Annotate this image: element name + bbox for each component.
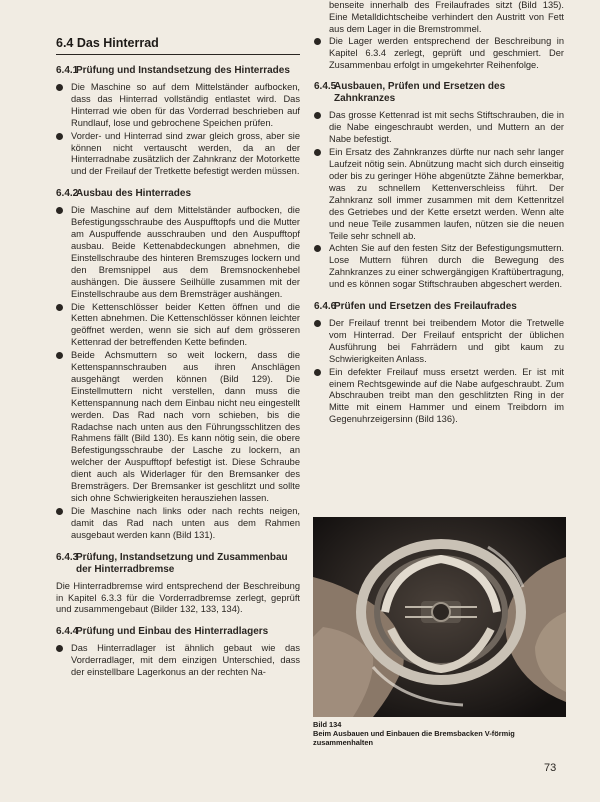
figure-caption-text: Beim Ausbauen und Einbauen die Bremsbacken V-förmig zusammenhalten — [313, 729, 515, 747]
figure-photo-brake-shoes — [313, 517, 566, 717]
bullet-item: Das grosse Kettenrad ist mit sechs Stiftschrauben, die in die Nabe eingeschraubt werden, und Muttern an der Nabe befestigt. — [314, 110, 564, 146]
bullet-icon — [56, 304, 63, 311]
subsection-number: 6.4.6 — [314, 301, 337, 313]
bullet-item: Die Maschine auf dem Mittelständer aufbocken, die Befestigungsschraube des Auspufftopfs und die Mutter am Auspuffende ausschrauben und den Auspufftopf ausbau. Beide Kettenabdeckungen abnehmen, die Einstellschraube des hinteren Bremszuges lockern und den Bremsnippel aus dem Bremsnockenhebel aushängen. Die äussere Seilhülle zusammen mit der Einstellschraube aus dem Bremsträger aushängen. — [56, 205, 300, 300]
bullet-icon — [56, 207, 63, 214]
bullet-item: Die Lager werden entsprechend der Beschreibung in Kapitel 6.3.4 zerlegt, geprüft und geschmiert. Der Zusammenbau erfolgt in umgekehrter Reihenfolge. — [314, 36, 564, 72]
bullet-icon — [56, 133, 63, 140]
bullet-icon — [314, 149, 321, 156]
bullet-icon — [56, 84, 63, 91]
bullet-icon — [56, 508, 63, 515]
bullet-item: Der Freilauf trennt bei treibendem Motor die Tretwelle vom Hinterrad. Der Freilauf entspricht der üblichen Ausführung bei Fahrrädern und gibt kaum zu Schwierigkeiten Anlass. — [314, 318, 564, 366]
bullet-item: Ein Ersatz des Zahnkranzes dürfte nur nach sehr langer Laufzeit nötig sein. Abnützung macht sich durch einseitig oder bis zu geringer Höhe abgenützte Zähne bemerkbar, was zu schnellem Kettenverschleiss führt. Der Zahnkranz soll immer zusammen mit dem Kettenritzel des Getriebes und der Kette ersetzt werden. Wenn alte und neue Teile zusammen laufen, nützen sie die neuen Teile sehr schnell ab. — [314, 147, 564, 242]
subsection-number: 6.4.1 — [56, 65, 79, 76]
subsection-title: Ausbau des Hinterrades — [76, 188, 192, 200]
right-column — [314, 0, 564, 427]
bullet-icon — [314, 369, 321, 376]
subsection-heading-644 — [56, 626, 300, 638]
subsection-heading-641 — [56, 65, 300, 77]
bullet-icon — [314, 112, 321, 119]
subsection-heading-646 — [314, 301, 564, 313]
bullet-item: Beide Achsmuttern so weit lockern, dass die Kettenspannschrauben aus ihren Anschlägen ausgehängt werden können (Bild 129). Die Einstellmuttern nicht verstellen, dann muss die Kettenspannung nach dem Einbau nicht neu eingestellt werden. Das Rad nach vorn schieben, bis die Radachse nach unten aus den Führungsschlitzen des Rahmens fällt (Bild 130). Es kann nötig sein, die obere Befestigungsschraube der Lasche zu lockern, an welcher der Auspufftopf befestigt ist. Diese Schraube dient auch als Widerlager für den Bremsanker des Bremsträgers. Der Bremsanker ist geschlitzt und sollte sich ohne Schwierigkeiten herausziehen lassen. — [56, 350, 300, 505]
section-title: 6.4 Das Hinterrad — [56, 36, 300, 55]
bullet-item: Achten Sie auf den festen Sitz der Befestigungsmuttern. Lose Muttern führen durch die Bewegung des Zahnkranzes zu einer schwergängigen Kraftübertragung, und es können sogar Stiftschrauben abgeschert werden. — [314, 243, 564, 291]
subsection-number: 6.4.3 — [56, 551, 79, 563]
subsection-heading-643 — [56, 552, 300, 576]
bullet-icon — [314, 38, 321, 45]
subsection-number: 6.4.2 — [56, 188, 79, 200]
subsection-number: 6.4.5 — [314, 81, 337, 93]
subsection-title: Prüfung und Instandsetzung des Hinterrades — [76, 65, 290, 76]
subsection-heading-642 — [56, 188, 300, 200]
brake-shoes-illustration — [313, 517, 566, 717]
bullet-icon — [314, 245, 321, 252]
left-column — [56, 36, 300, 680]
bullet-item: Die Maschine nach links oder nach rechts neigen, damit das Rad nach unten aus dem Rahmen ausgebaut werden kann (Bild 131). — [56, 506, 300, 542]
bullet-icon — [56, 645, 63, 652]
figure-caption — [313, 720, 573, 747]
subsection-title: Prüfung und Einbau des Hinterradlagers — [76, 626, 269, 638]
bullet-icon — [314, 320, 321, 327]
bullet-item: Die Kettenschlösser beider Ketten öffnen und die Ketten abnehmen. Die Kettenschlösser können leichter geöffnet werden, wenn sie sich auf dem grösseren Kettenrad der betreffenden Kette befinden. — [56, 302, 300, 350]
subsection-number: 6.4.4 — [56, 626, 79, 638]
bullet-item: Ein defekter Freilauf muss ersetzt werden. Er ist mit einem Rechtsgewinde auf die Nabe aufgeschraubt. Zum Abschrauben treibt man den geschlitzten Ring in der Mitte mit einem Hammer und einem Treibdorn im Gegenuhrzeigersinn (Bild 136). — [314, 367, 564, 427]
page-number: 73 — [544, 762, 557, 774]
paragraph-continuation: benseite innerhalb des Freilaufrades sitzt (Bild 135). Eine Metalldichtscheibe verhindert den Austritt von Fett aus dem Lager in die Bremstrommel. — [329, 0, 564, 34]
figure-label: Bild 134 — [313, 720, 342, 729]
subsection-heading-645 — [314, 81, 564, 105]
bullet-item: Die Maschine so auf dem Mittelständer aufbocken, dass das Hinterrad vollständig entlastet wird. Das Hinterrad wie oben für das Vorderrad beschrieben auf Rundlauf, lose und gebrochene Speichen prüfen. — [56, 82, 300, 130]
bullet-item: Vorder- und Hinterrad sind zwar gleich gross, aber sie können nicht vertauscht werden, da an der Hinterradnabe zusätzlich der Zahnkranz der Motorkette und der Freilauf der Tretkette befestigt werden müssen. — [56, 131, 300, 179]
subsection-title: Prüfen und Ersetzen des Freilaufrades — [334, 301, 517, 313]
paragraph: Die Hinterradbremse wird entsprechend der Beschreibung in Kapitel 6.3.3 für die Vorderradbremse zerlegt, geprüft und zusammengebaut (Bilder 132, 133, 134). — [56, 580, 300, 615]
subsection-title: Prüfung, Instandsetzung und Zusammenbau der Hinterradbremse — [76, 551, 288, 575]
bullet-item: Das Hinterradlager ist ähnlich gebaut wie das Vorderradlager, mit dem einzigen Unterschied, dass der einstellbare Lagerkonus an der rechten Na- — [56, 643, 300, 679]
subsection-title: Ausbauen, Prüfen und Ersetzen des Zahnkranzes — [334, 81, 506, 105]
bullet-icon — [56, 352, 63, 359]
